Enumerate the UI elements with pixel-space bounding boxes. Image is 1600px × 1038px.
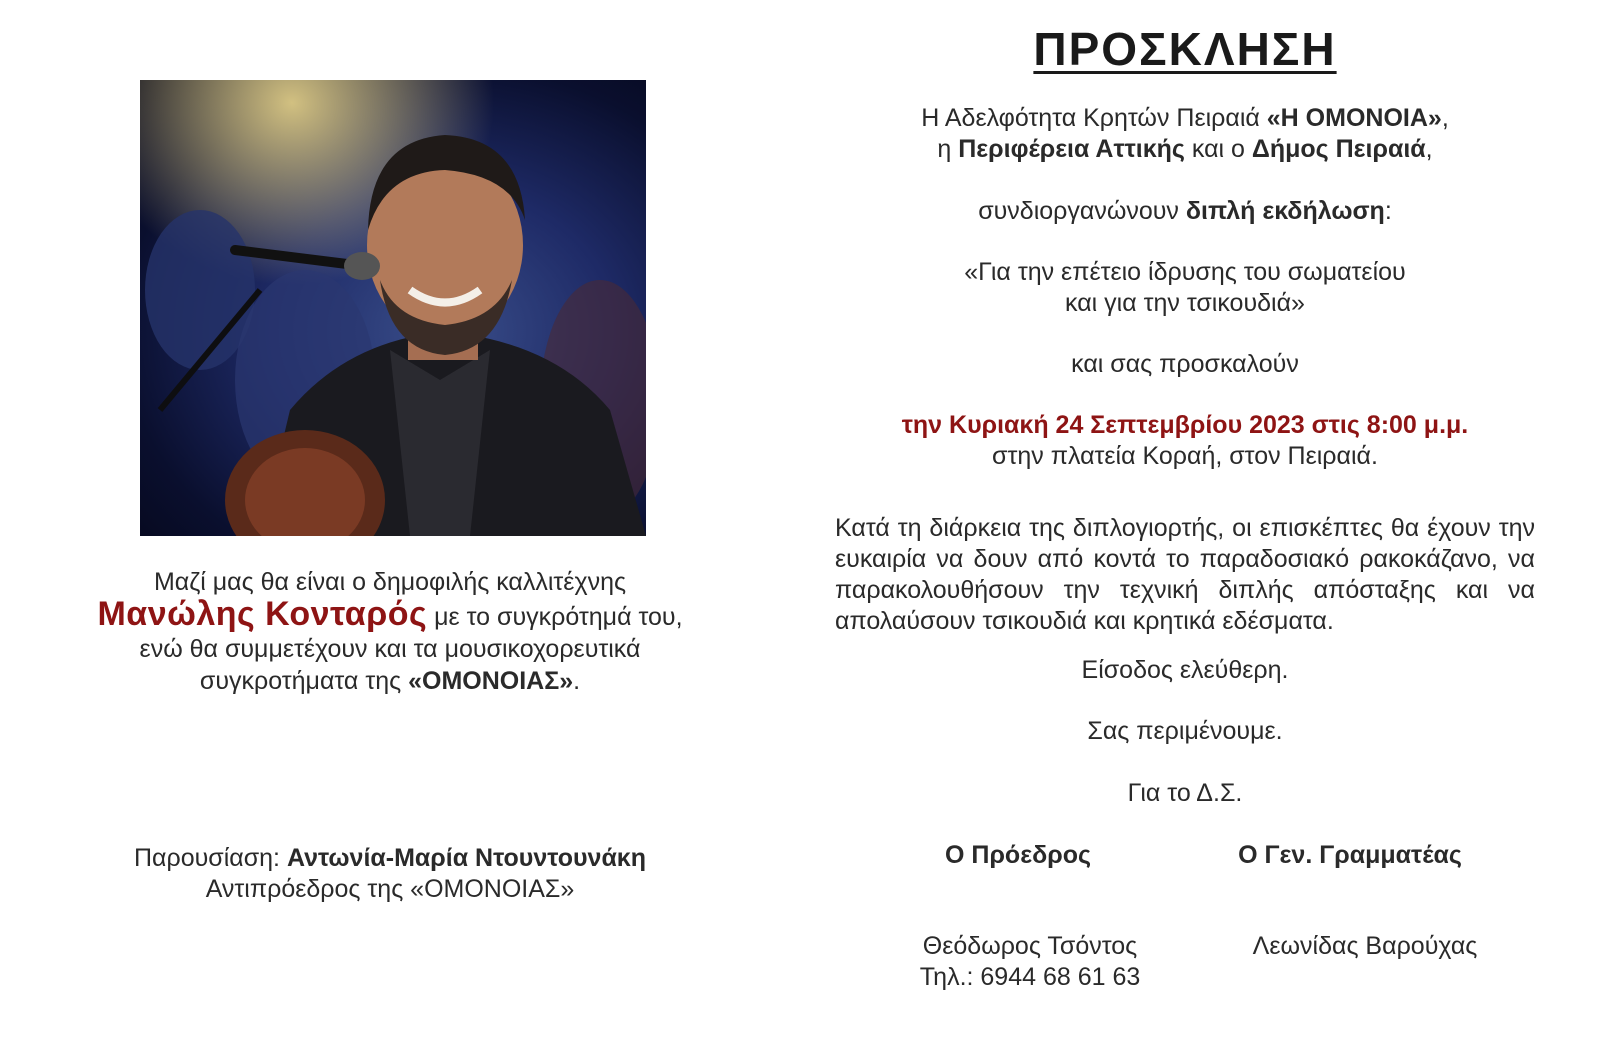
org-name: «Η ΟΜΟΝΟΙΑ» [1266,104,1442,132]
photo-icon [140,80,646,536]
co-org-line [835,134,1535,165]
co-organize-line [835,196,1535,227]
l2-post: , [1425,135,1433,163]
presenter-label: Παρουσίαση: [133,844,287,872]
presenter-role: Αντιπρόεδρος της «ΟΜΟΝΟΙΑΣ» [205,875,575,903]
groups-pre: συγκροτήματα της [199,667,409,695]
artist-line [40,595,740,633]
event-place: στην πλατεία Κοραή, στον Πειραιά. [992,442,1378,470]
org-line [835,103,1535,134]
quote-line-2: και για την τσικουδιά» [1065,289,1305,317]
event-date: την Κυριακή 24 Σεπτεμβρίου 2023 στις 8:00 μ.μ. [901,411,1469,439]
participation-line: ενώ θα συμμετέχουν και τα μουσικοχορευτικά [139,635,641,663]
l2-mid: και ο [1184,135,1252,163]
municipality-name: Δήμος Πειραιά [1251,135,1426,163]
event-description: Κατά τη διάρκεια της διπλογιορτής, οι επισκέπτες θα έχουν την ευκαιρία να δουν από κοντά το παραδοσιακό ρακοκάζανο, να παρακολουθήσουν την τεχνική διπλής απόσταξης και να απολαύσουν τσικουδιά και κρητικά εδέσματα. [835,514,1535,635]
artist-photo [140,80,646,536]
artist-tail: με το συγκρότημά του, [427,603,683,631]
entry-line: Είσοδος ελεύθερη. [1081,656,1289,684]
organizers [835,103,1535,165]
region-name: Περιφέρεια Αττικής [958,135,1185,163]
l2-pre: η [937,135,959,163]
presenter-block [40,843,740,905]
event-quote [835,257,1535,319]
groups-line [40,665,740,697]
org-pre: Η Αδελφότητα Κρητών Πειραιά [921,104,1267,132]
co-pre: συνδιοργανώνουν [978,197,1186,225]
president-name: Θεόδωρος Τσόντος [922,932,1138,960]
president-title: Ο Πρόεδρος [945,841,1091,869]
groups-post: . [573,667,581,695]
secretary-title: Ο Γεν. Γραμματέας [1238,841,1462,869]
await-line: Σας περιμένουμε. [1087,717,1283,745]
intro-line: Μαζί μας θα είναι ο δημοφιλής καλλιτέχνης [153,568,627,596]
invite-line: και σας προσκαλούν [1071,350,1299,378]
president-phone: Τηλ.: 6944 68 61 63 [919,963,1141,991]
event-type: διπλή εκδήλωση [1185,197,1385,225]
board-line: Για το Δ.Σ. [1127,779,1243,807]
secretary-name: Λεωνίδας Βαρούχας [1252,932,1478,960]
page-title: ΠΡΟΣΚΛΗΣΗ [1033,23,1337,75]
presenter-name: Αντωνία-Μαρία Ντουντουνάκη [286,844,647,872]
org-post: , [1441,104,1449,132]
co-post: : [1384,197,1392,225]
president-block [850,931,1210,993]
presenter-line [40,843,740,874]
groups-org: «ΟΜΟΝΟΙΑΣ» [408,667,574,695]
quote-line-1: «Για την επέτειο ίδρυσης του σωματείου [964,258,1406,286]
artist-name: Μανώλης Κονταρός [97,595,428,633]
artist-intro [40,566,740,697]
date-place [835,410,1535,472]
